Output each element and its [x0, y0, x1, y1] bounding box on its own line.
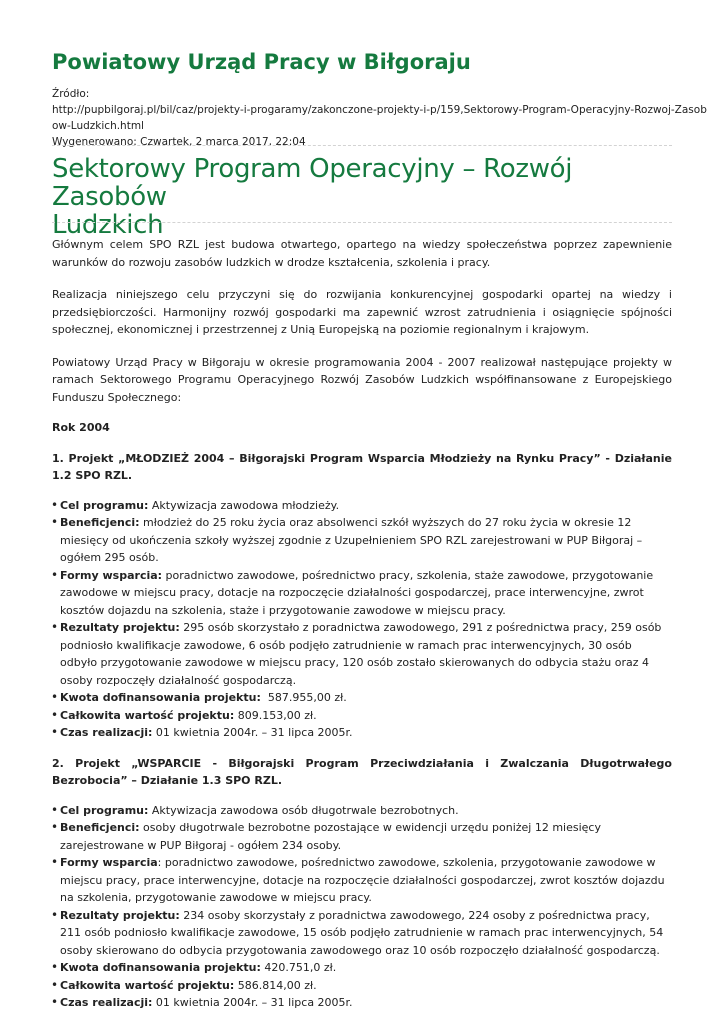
article-title-line2: Ludzkich: [52, 210, 164, 240]
article-title-line1: Sektorowy Program Operacyjny – Rozwój Zasobów: [52, 154, 573, 212]
year-heading: Rok 2004: [52, 421, 110, 434]
divider-title: [52, 222, 672, 223]
project-2-details: [52, 802, 672, 1012]
paragraph-projects-intro: Powiatowy Urząd Pracy w Biłgoraju w okresie programowania 2004 - 2007 realizował następujące projekty w ramach Sektorowego Programu Operacyjnego Rozwój Zasobów Ludzkich współfinansowane z Europejskiego Funduszu Społecznego:: [52, 355, 672, 404]
list-item: • Całkowita wartość projektu: 809.153,00 zł.: [52, 707, 672, 725]
list-item: • Rezultaty projektu: 234 osoby skorzystały z poradnictwa zawodowego, 224 osoby z pośrednictwa pracy, 211 osób podniosło kwalifikacje zawodowe, 15 osób podjęło zatrudnienie w ramach prac interwencyjnych, 54 osoby skierowano do odbycia przygotowania zawodowego oraz 10 osób rozpoczęło działalność gospodarczą.: [52, 907, 672, 960]
source-url-line1: http://pupbilgoraj.pl/bil/caz/projekty-i-progaramy/zakonczone-projekty-i-p/159,Sektorowy-Program-Operacyjny-Rozwoj-Zasob: [52, 104, 707, 116]
list-item: • Czas realizacji: 01 kwietnia 2004r. – 31 lipca 2005r.: [52, 994, 672, 1012]
list-item: • Cel programu: Aktywizacja zawodowa osób długotrwale bezrobotnych.: [52, 802, 672, 820]
list-item: • Czas realizacji: 01 kwietnia 2004r. – 31 lipca 2005r.: [52, 724, 672, 742]
source-url-line2: ow-Ludzkich.html: [52, 120, 144, 132]
list-item: • Kwota dofinansowania projektu: 587.955,00 zł.: [52, 689, 672, 707]
list-item: • Formy wsparcia: poradnictwo zawodowe, pośrednictwo pracy, szkolenia, staże zawodowe, przygotowanie zawodowe w miejscu pracy, dotacje na rozpoczęcie działalności gospodarczej, prace interwencyjne, zwrot kosztów dojazdu na szkolenia, staże i przygotowanie zawodowe w miejscu pracy.: [52, 567, 672, 620]
list-item: • Cel programu: Aktywizacja zawodowa młodzieży.: [52, 497, 672, 515]
list-item: • Całkowita wartość projektu: 586.814,00 zł.: [52, 977, 672, 995]
source-label: Źródło:: [52, 88, 90, 100]
paragraph-goal: Realizacja niniejszego celu przyczyni się do rozwijania konkurencyjnej gospodarki opartej na wiedzy i przedsiębiorczości. Harmonijny rozwój gospodarki ma zapewnić wzrost zatrudnienia i osiągnięcie spójności społecznej, ekonomicznej i przestrzennej z Unią Europejską na poziomie regionalnym i krajowym.: [52, 288, 672, 336]
list-item: • Beneficjenci: młodzież do 25 roku życia oraz absolwenci szkół wyższych do 27 roku życia w okresie 12 miesięcy od ukończenia szkoły wyższej zgodnie z Uzupełnieniem SPO RZL zarejestrowani w PUP Biłgoraj – ogółem 295 osób.: [52, 514, 672, 567]
list-item: • Formy wsparcia: poradnictwo zawodowe, pośrednictwo zawodowe, szkolenia, przygotowanie zawodowe w miejscu pracy, prace interwencyjne, dotacje na rozpoczęcie działalności gospodarczej, zwrot kosztów dojazdu na szkolenia, przygotowanie zawodowe w miejscu pracy.: [52, 854, 672, 907]
article-title: [52, 155, 692, 239]
divider-top: [52, 145, 672, 146]
generated-date: Wygenerowano: Czwartek, 2 marca 2017, 22:04: [52, 136, 306, 148]
project-1-details: [52, 497, 672, 742]
paragraph-intro: Głównym celem SPO RZL jest budowa otwartego, opartego na wiedzy społeczeństwa poprzez zapewnienie warunków do rozwoju zasobów ludzkich w drodze kształcenia, szkolenia i pracy.: [52, 238, 672, 269]
project-2-heading: 2. Projekt „WSPARCIE - Biłgorajski Program Przeciwdziałania i Zwalczania Długotrwałego Bezrobocia” – Działanie 1.3 SPO RZL.: [52, 756, 672, 787]
source-info: [52, 86, 707, 150]
article-body: [52, 236, 672, 1012]
list-item: • Rezultaty projektu: 295 osób skorzystało z poradnictwa zawodowego, 291 z pośrednictwa pracy, 259 osób podniosło kwalifikacje zawodowe, 6 osób podjęło zatrudnienie w ramach prac interwencyjnych, 30 osób odbyło przygotowanie zawodowe w miejscu pracy, 120 osób zostało skierowanych do odbycia stażu oraz 4 osoby rozpoczęły działalność gospodarczą.: [52, 619, 672, 689]
list-item: • Beneficjenci: osoby długotrwale bezrobotne pozostające w ewidencji urzędu poniżej 12 miesięcy zarejestrowane w PUP Biłgoraj - ogółem 234 osoby.: [52, 819, 672, 854]
site-title: Powiatowy Urząd Pracy w Biłgoraju: [52, 50, 471, 74]
project-1-heading: 1. Projekt „MŁODZIEŻ 2004 – Biłgorajski Program Wsparcia Młodzieży na Rynku Pracy” - Działanie 1.2 SPO RZL.: [52, 451, 672, 482]
list-item: • Kwota dofinansowania projektu: 420.751,0 zł.: [52, 959, 672, 977]
